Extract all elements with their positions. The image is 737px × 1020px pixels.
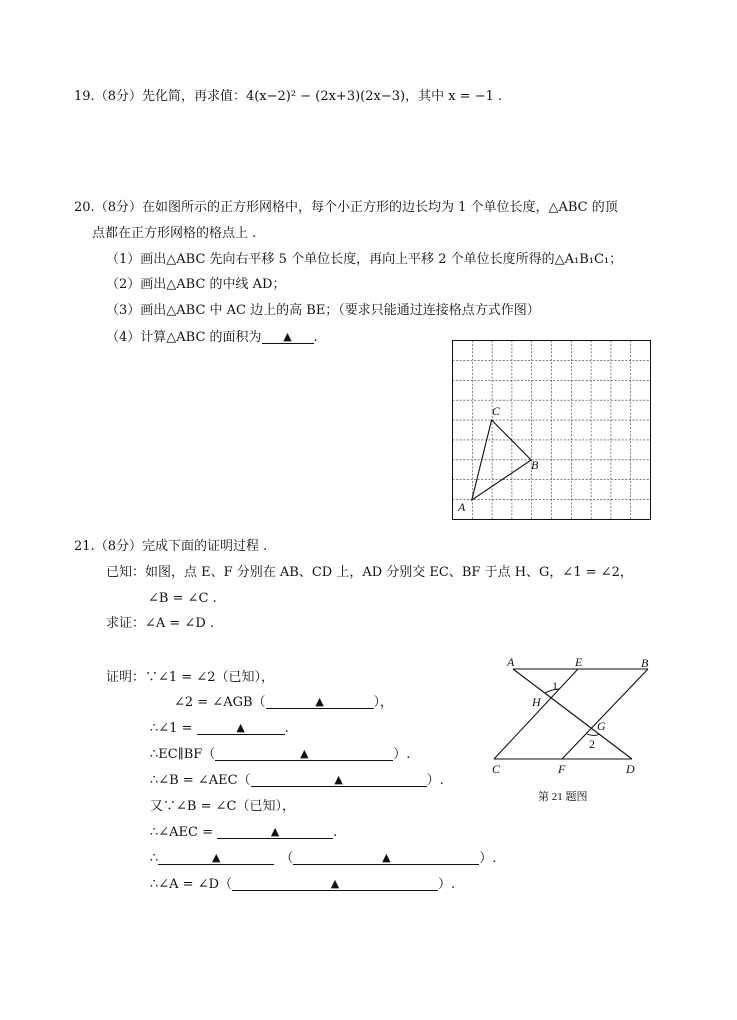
fig-label-f: F — [558, 762, 566, 776]
q20-score: （8分） — [94, 200, 142, 215]
proof-step-7 — [150, 824, 337, 842]
answer-blank[interactable] — [217, 824, 333, 839]
q21-prove: 求证：∠A = ∠D . — [106, 616, 215, 631]
line-ad — [513, 669, 632, 759]
answer-blank[interactable] — [293, 850, 479, 865]
proof-step-2-pre: ∠2 = ∠AGB（ — [174, 695, 266, 710]
proof-step-6-text: 又∵∠B = ∠C（已知）， — [150, 799, 295, 814]
q20-line2: 点都在正方形网格的格点上 . — [92, 226, 257, 241]
fig-label-a: A — [507, 655, 515, 669]
q19-number: 19. — [74, 89, 95, 104]
proof-step-6 — [150, 798, 295, 816]
proof-step-3-pre: ∴∠1 = — [150, 721, 197, 736]
q20-number: 20. — [74, 200, 95, 215]
label-b: B — [531, 458, 539, 472]
proof-step-9-post: ）. — [438, 877, 456, 892]
answer-blank[interactable] — [197, 720, 285, 735]
answer-blank[interactable] — [232, 876, 438, 891]
q21-score: （8分） — [94, 539, 142, 554]
proof-step-1-text: 证明：∵∠1 = ∠2（已知）， — [106, 670, 274, 685]
blank-marker: ▲ — [330, 877, 340, 890]
label-c: C — [492, 404, 501, 418]
fig-label-b: B — [641, 656, 649, 670]
q21-title-line — [74, 538, 267, 556]
q21-title: 完成下面的证明过程 . — [141, 539, 268, 554]
line-ec — [494, 669, 578, 759]
blank-marker: ▲ — [236, 721, 245, 734]
proof-step-1 — [106, 669, 274, 687]
q21-geometry-figure — [486, 655, 656, 815]
q20-item-3: （3）画出△ABC 中 AC 边上的高 BE；（要求只能通过连接格点方式作图） — [106, 303, 540, 318]
proof-step-4-pre: ∴EC∥BF（ — [150, 747, 216, 762]
q20-item-2: （2）画出△ABC 的中线 AD； — [106, 277, 286, 292]
fig-label-d: D — [626, 762, 635, 776]
proof-step-8-post: ）. — [479, 851, 497, 866]
q21-given-2: ∠B = ∠C . — [148, 591, 217, 606]
proof-step-5-post: ）. — [426, 773, 444, 788]
figure-caption: 第 21 题图 — [538, 791, 588, 803]
proof-step-8 — [150, 850, 496, 868]
blank-marker: ▲ — [270, 825, 280, 838]
q20-period: . — [313, 330, 318, 345]
fig-label-h: H — [532, 695, 541, 709]
proof-step-2 — [174, 694, 393, 712]
blank-marker: ▲ — [283, 330, 292, 343]
q20-intro: 在如图所示的正方形网格中，每个小正方形的边长均为 1 个单位长度，△ABC 的顶 — [141, 200, 618, 215]
line-bf — [562, 669, 648, 759]
fig-label-c: C — [492, 762, 501, 776]
q20-item-1: （1）画出△ABC 先向右平移 5 个单位长度，再向上平移 2 个单位长度所得的△A₁B₁C₁； — [106, 252, 623, 267]
answer-blank[interactable] — [262, 329, 314, 344]
proof-step-9 — [150, 876, 455, 894]
proof-step-5 — [150, 772, 444, 790]
proof-step-2-post: ）， — [373, 695, 394, 710]
q20-item-4-text: （4）计算△ABC 的面积为 — [106, 330, 262, 345]
proof-step-4-post: ）. — [393, 747, 411, 762]
blank-marker: ▲ — [300, 747, 309, 760]
q21-given-1: 已知：如图，点 E、F 分别在 AB、CD 上，AD 分别交 EC、BF 于点 H、G，∠1 = ∠2， — [106, 565, 633, 580]
proof-step-4 — [150, 746, 410, 764]
q19-score: （8分） — [94, 89, 142, 104]
answer-blank[interactable] — [251, 772, 427, 787]
proof-step-5-pre: ∴∠B = ∠AEC（ — [150, 773, 251, 788]
q19-line — [74, 88, 502, 106]
blank-marker: ▲ — [334, 773, 343, 786]
q20-line1 — [74, 199, 618, 217]
q20-item-4 — [106, 329, 318, 347]
blank-marker: ▲ — [212, 851, 221, 864]
answer-blank[interactable] — [215, 746, 393, 761]
label-a: A — [458, 500, 466, 514]
proof-step-9-pre: ∴∠A = ∠D（ — [150, 877, 233, 892]
q21-number: 21. — [74, 539, 95, 554]
q20-grid-figure — [452, 340, 652, 520]
fig-label-e: E — [575, 655, 583, 669]
proof-step-8-pre: ∴ — [150, 851, 159, 866]
proof-step-3 — [150, 720, 289, 738]
angle-2-arc — [587, 734, 600, 736]
q19-text: 先化简，再求值：4(x−2)² − (2x+3)(2x−3)，其中 x = −1 . — [141, 89, 503, 104]
answer-blank[interactable] — [266, 694, 374, 709]
blank-marker: ▲ — [315, 695, 324, 708]
proof-step-7-post: . — [333, 825, 338, 840]
fig-label-g: G — [597, 719, 606, 733]
answer-blank[interactable] — [158, 850, 274, 865]
proof-step-7-pre: ∴∠AEC = — [150, 825, 218, 840]
fig-label-1: 1 — [552, 679, 558, 693]
proof-step-8-mid: （ — [280, 851, 294, 866]
proof-step-3-post: . — [284, 721, 289, 736]
fig-label-2: 2 — [589, 737, 595, 751]
blank-marker: ▲ — [382, 851, 391, 864]
